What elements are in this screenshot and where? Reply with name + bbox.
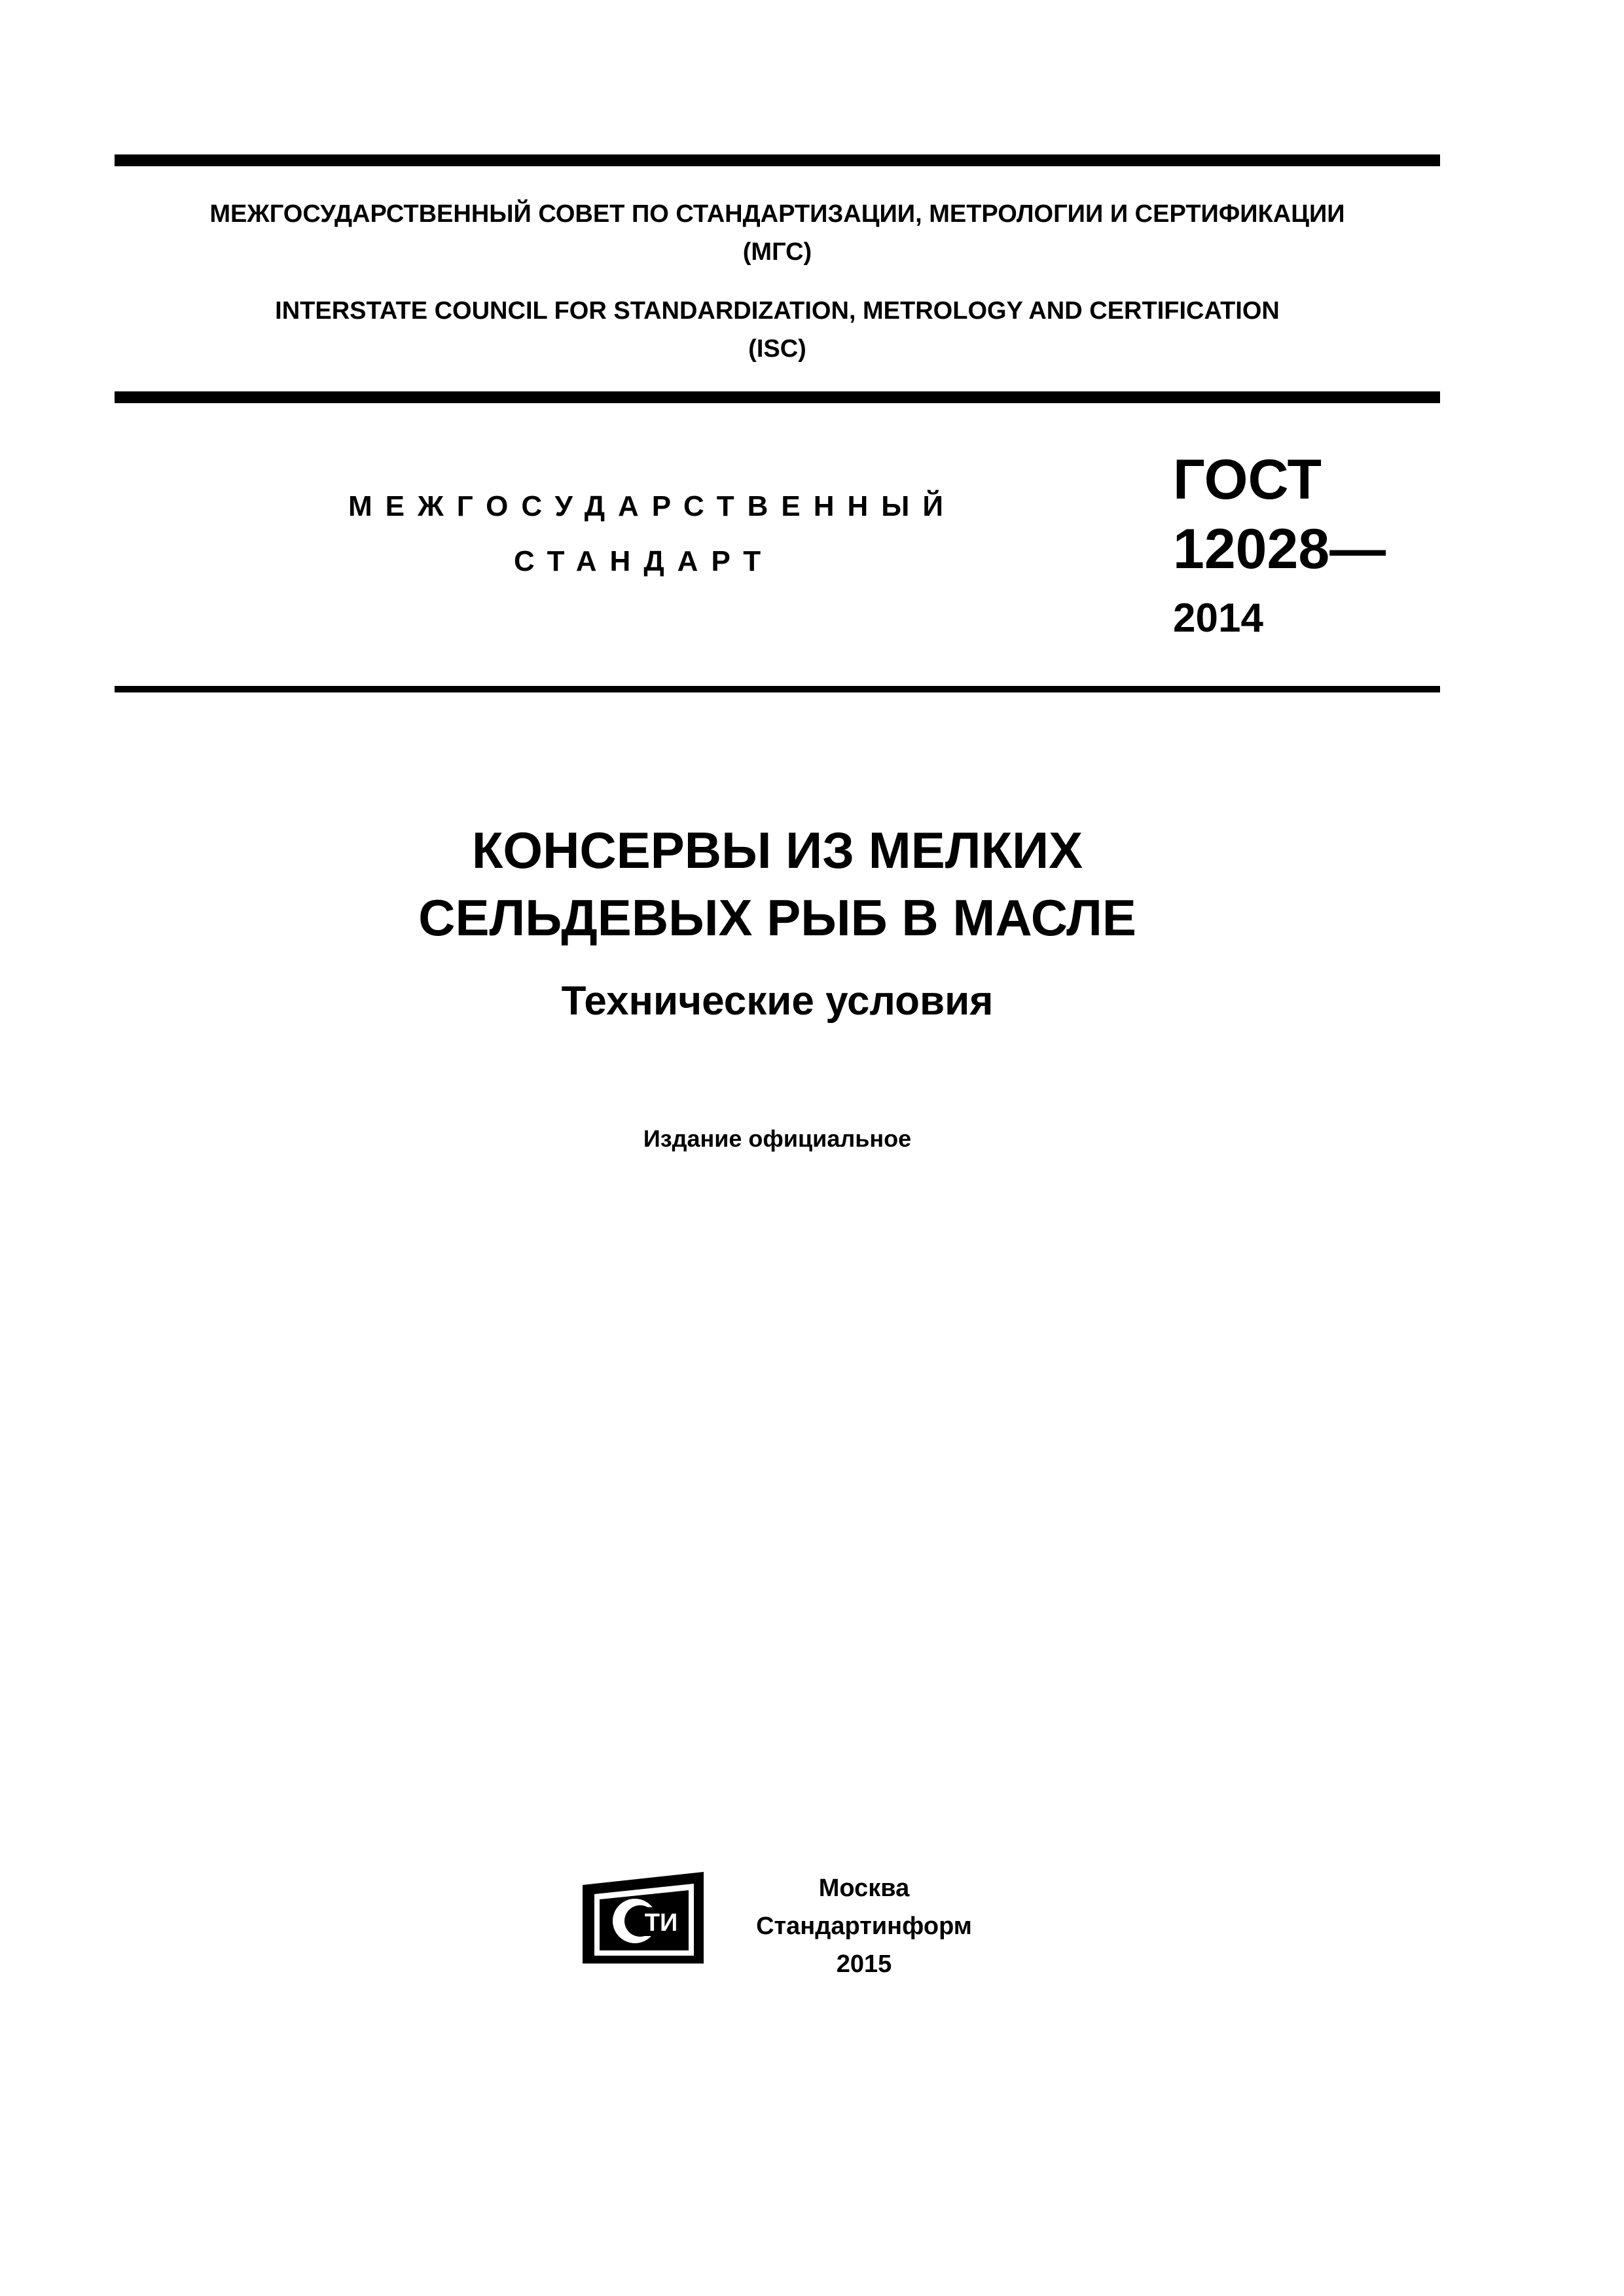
gost-prefix: ГОСТ [1173,448,1322,511]
council-name-ru [115,195,1440,271]
top-rule [115,154,1440,166]
standard-type-line2: СТАНДАРТ [514,545,774,577]
document-subtitle: Технические условия [561,978,994,1024]
publication-year: 2015 [836,1950,892,1978]
document-title [115,817,1440,952]
council-abbr-ru: (МГС) [742,238,812,266]
publisher-name: Стандартинформ [756,1912,972,1940]
council-name-en [115,292,1440,368]
council-abbr-en: (ISC) [748,335,806,363]
svg-text:ТИ: ТИ [644,1909,678,1937]
document-title-line2: СЕЛЬДЕВЫХ РЫБ В МАСЛЕ [418,889,1136,946]
publisher-info [720,1869,1008,1983]
standard-type-line1: МЕЖГОСУДАРСТВЕННЫЙ [348,490,956,522]
publisher-city: Москва [818,1874,910,1902]
publisher-logo-icon [576,1865,713,1970]
document-title-line1: КОНСЕРВЫ ИЗ МЕЛКИХ [471,821,1083,879]
gost-number: 12028— [1173,518,1386,581]
council-bottom-rule [115,391,1440,403]
council-name-en-line1: INTERSTATE COUNCIL FOR STANDARDIZATION, METROLOGY AND CERTIFICATION [275,297,1280,325]
gost-designation [1173,445,1386,653]
designation-bottom-rule [115,686,1440,692]
edition-note: Издание официальное [643,1125,912,1152]
council-name-ru-line1: МЕЖГОСУДАРСТВЕННЫЙ СОВЕТ ПО СТАНДАРТИЗАЦИИ, МЕТРОЛОГИИ И СЕРТИФИКАЦИИ [209,200,1345,228]
gost-year: 2014 [1173,596,1263,641]
